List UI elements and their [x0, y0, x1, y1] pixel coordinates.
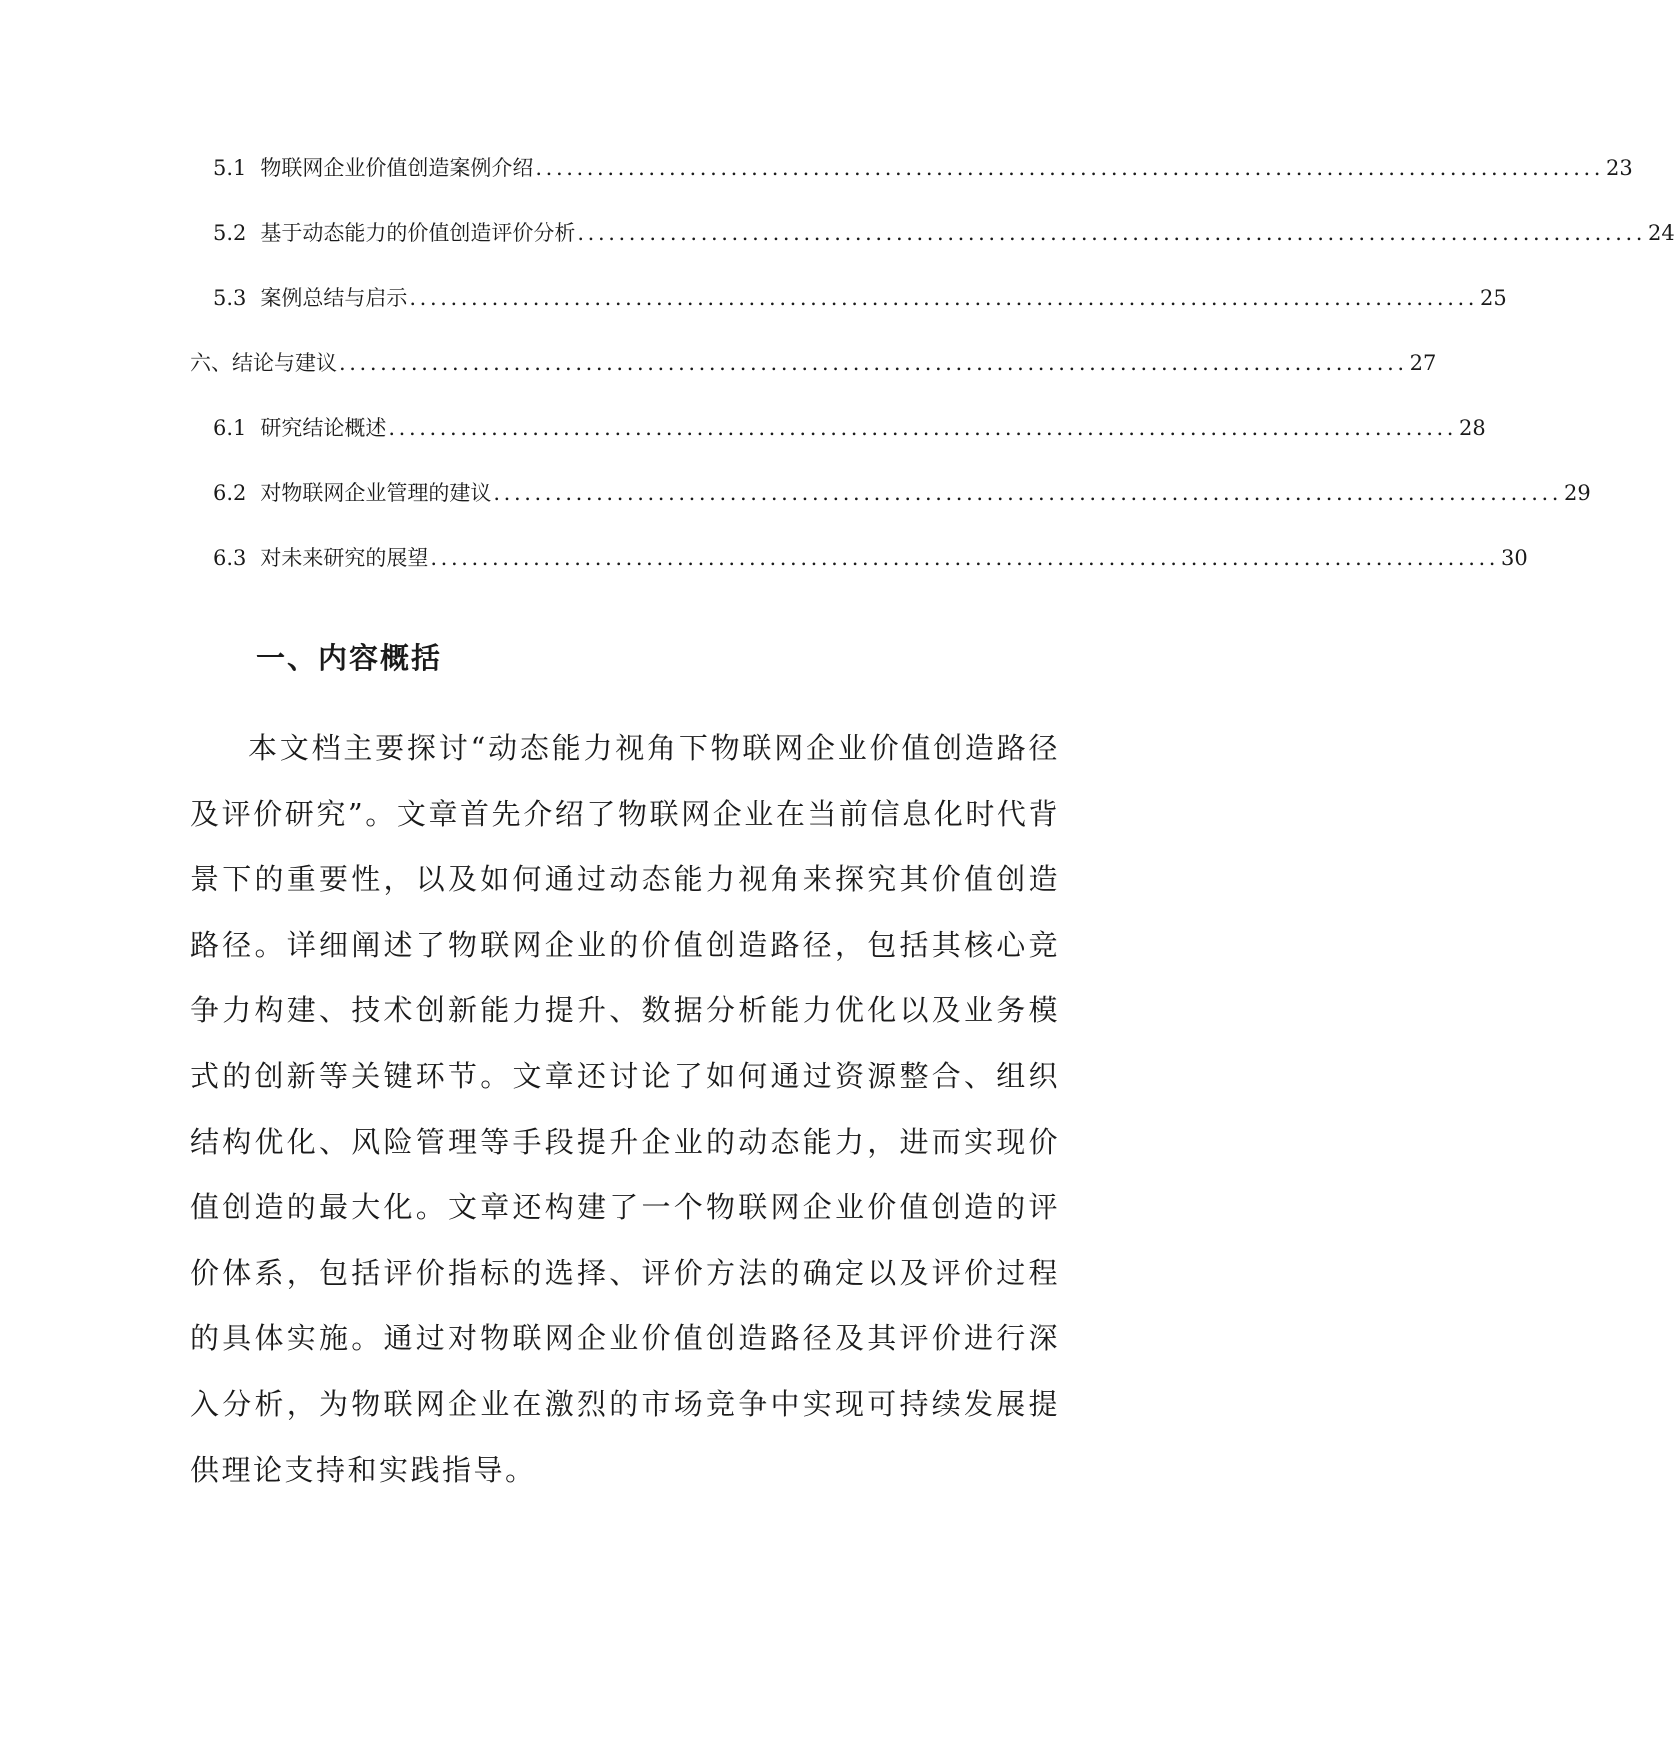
toc-entry-number: 6.1: [213, 416, 247, 440]
toc-dot-leader: ........................................................................................................: [430, 546, 1500, 570]
toc-entry-5-2[interactable]: [213, 218, 1675, 248]
toc-entry-6-1[interactable]: [213, 413, 1486, 443]
toc-entry-title: 六、结论与建议: [190, 351, 337, 375]
toc-entry-5-3[interactable]: [213, 283, 1507, 313]
toc-entry-page: 28: [1459, 416, 1486, 440]
toc-dot-leader: ........................................................................................................: [493, 481, 1563, 505]
toc-entry-page: 23: [1606, 156, 1633, 180]
toc-entry-title: 研究结论概述: [260, 416, 387, 440]
section-heading: 一、内容概括: [256, 641, 443, 675]
toc-entry-title: 物联网企业价值创造案例介绍: [260, 156, 534, 180]
toc-dot-leader: ........................................................................................................: [339, 351, 1408, 375]
body-paragraph: 本文档主要探讨“动态能力视角下物联网企业价值创造路径及评价研究”。文章首先介绍了物联网企业在当前信息化时代背景下的重要性，以及如何通过动态能力视角来探究其价值创造路径。详细阐述了物联网企业的价值创造路径，包括其核心竞争力构建、技术创新能力提升、数据分析能力优化以及业务模式的创新等关键环节。文章还讨论了如何通过资源整合、组织结构优化、风险管理等手段提升企业的动态能力，进而实现价值创造的最大化。文章还构建了一个物联网企业价值创造的评价体系，包括评价指标的选择、评价方法的确定以及评价过程的具体实施。通过对物联网企业价值创造路径及其评价进行深入分析，为物联网企业在激烈的市场竞争中实现可持续发展提供理论支持和实践指导。: [190, 731, 1060, 1487]
toc-entry-6-2[interactable]: [213, 478, 1591, 508]
toc-entry-5-1[interactable]: [213, 153, 1633, 183]
toc-entry-page: 30: [1501, 546, 1528, 570]
toc-entry-title: 对物联网企业管理的建议: [260, 481, 492, 505]
toc-entry-number: 5.1: [213, 156, 247, 180]
toc-entry-number: 6.3: [213, 546, 247, 570]
toc-entry-page: 29: [1564, 481, 1591, 505]
toc-entry-title: 基于动态能力的价值创造评价分析: [260, 221, 576, 245]
toc-dot-leader: ........................................................................................................: [388, 416, 1458, 440]
toc-entry-page: 24: [1648, 221, 1675, 245]
toc-entry-6-3[interactable]: [213, 543, 1528, 573]
toc-entry-title: 案例总结与启示: [260, 286, 408, 310]
toc-entry-number: 5.3: [213, 286, 247, 310]
toc-entry-number: 5.2: [213, 221, 247, 245]
toc-entry-title: 对未来研究的展望: [260, 546, 429, 570]
toc-entry-number: 6.2: [213, 481, 247, 505]
toc-entry-page: 25: [1480, 286, 1507, 310]
toc-dot-leader: ........................................................................................................: [409, 286, 1479, 310]
toc-dot-leader: ........................................................................................................: [535, 156, 1605, 180]
toc-dot-leader: ........................................................................................................: [577, 221, 1647, 245]
toc-entry-chapter-6[interactable]: [190, 348, 1437, 378]
toc-entry-page: 27: [1409, 351, 1437, 375]
